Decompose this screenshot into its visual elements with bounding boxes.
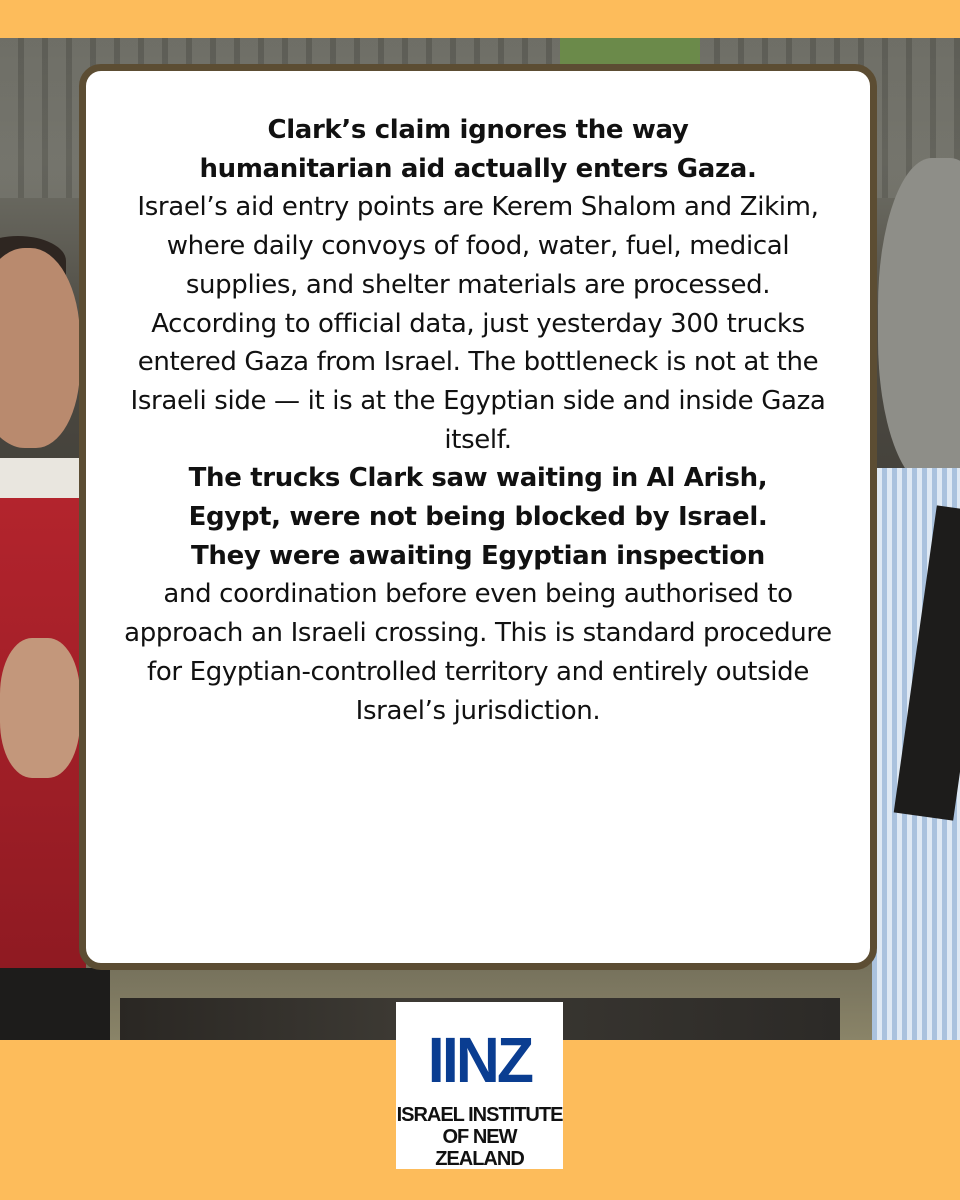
green-patch <box>560 38 700 66</box>
left-person-legs <box>0 968 110 1040</box>
logo-mark: IINZ <box>427 1024 532 1096</box>
left-person-hand <box>0 638 80 778</box>
iinz-logo <box>396 1002 563 1169</box>
bold-line-2: Egypt, were not being blocked by Israel. <box>188 502 768 533</box>
top-band <box>0 0 960 38</box>
text-card <box>79 64 877 970</box>
headline <box>108 111 848 188</box>
procedure-paragraph: and coordination before even being authorised to approach an Israeli crossing. This is standard procedure for Egyptian-controlled territory and entirely outside Israel’s jurisdiction. <box>124 579 832 726</box>
bold-statement <box>108 459 848 575</box>
card-text <box>108 111 848 730</box>
left-person-head <box>0 248 80 448</box>
logo-line-2: OF NEW ZEALAND <box>435 1126 524 1170</box>
headline-line-2: humanitarian aid actually enters Gaza. <box>199 153 757 184</box>
headline-line-1: Clark’s claim ignores the way <box>267 115 689 145</box>
bold-line-1: The trucks Clark saw waiting in Al Arish, <box>188 463 768 494</box>
logo-line-1: ISRAEL INSTITUTE <box>396 1104 563 1126</box>
bold-line-3: They were awaiting Egyptian inspection <box>191 540 765 571</box>
official-data-paragraph: According to official data, just yesterday 300 trucks entered Gaza from Israel. The bottleneck is not at the Israeli side — it is at the Egyptian side and inside Gaza itself. <box>130 308 826 455</box>
aid-entry-paragraph: Israel’s aid entry points are Kerem Shalom and Zikim, where daily convoys of food, water, fuel, medical supplies, and shelter materials are processed. <box>137 192 819 300</box>
right-person-head <box>878 158 960 488</box>
